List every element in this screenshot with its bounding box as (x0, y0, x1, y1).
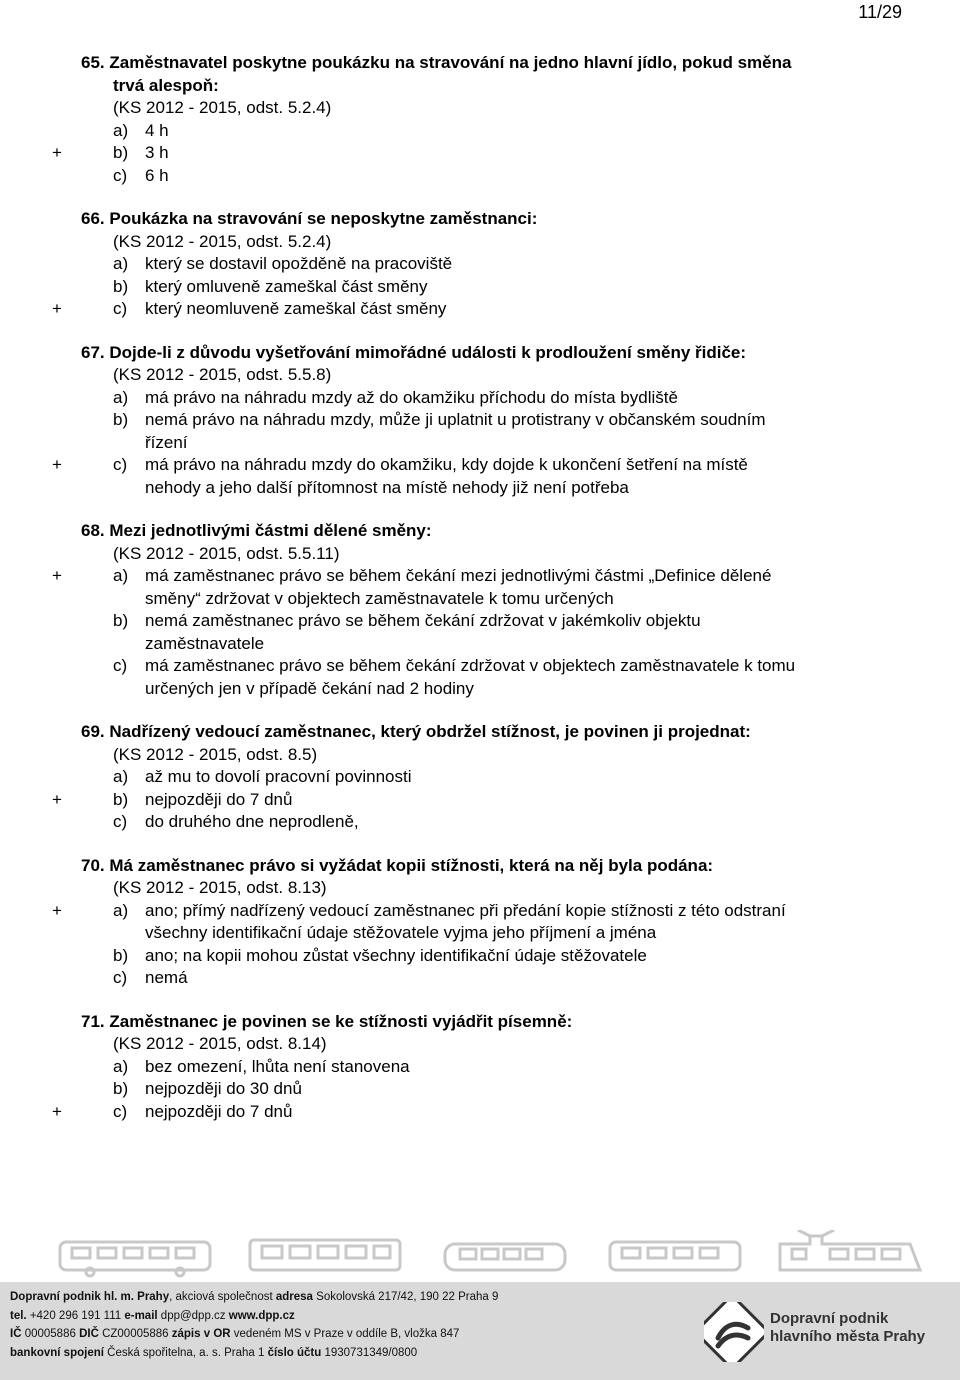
option-text: bez omezení, lhůta není stanovena (145, 1056, 410, 1076)
page-number: 11/29 (858, 2, 902, 22)
question-text: Poukázka na stravování se neposkytne zaměstnanci: (109, 209, 538, 228)
question-text: trvá alespoň: (113, 75, 219, 95)
registration-line (10, 1325, 498, 1344)
question-number: 66. (81, 209, 105, 228)
question-item (0, 1011, 960, 1124)
answer-option (0, 1078, 960, 1101)
answer-option (0, 165, 960, 188)
option-text: určených jen v případě čekání nad 2 hodiny (145, 678, 474, 698)
registry: vedeném MS v Praze v oddíle B, vložka 847 (230, 1328, 460, 1340)
answer-option (0, 678, 960, 701)
option-text: všechny identifikační údaje stěžovatele vyjma jeho příjmení a jména (145, 923, 657, 942)
option-text: který omluveně zameškal část směny (145, 276, 428, 296)
answer-option (0, 298, 960, 321)
logo-line-1: Dopravní podnik (770, 1310, 889, 1327)
option-letter: a) (113, 1056, 129, 1076)
address: Sokolovská 217/42, 190 22 Praha 9 (312, 1291, 499, 1303)
question-item (0, 52, 960, 187)
option-text: 3 h (145, 143, 169, 162)
option-text: nejpozději do 30 dnů (145, 1079, 302, 1098)
option-text: nejpozději do 7 dnů (145, 789, 293, 809)
option-text: nehody a jeho další přítomnost na místě nehody již není potřeba (145, 477, 629, 497)
answer-option (0, 565, 960, 588)
option-text: až mu to dovolí pracovní povinnosti (145, 767, 412, 786)
option-text: ano; přímý nadřízený vedoucí zaměstnanec při předání kopie stížnosti z této odstraní (145, 900, 786, 920)
question-number: 68. (81, 521, 105, 540)
question-number: 71. (81, 1011, 105, 1031)
option-text: který neomluveně zameškal část směny (145, 299, 447, 318)
question-reference: (KS 2012 - 2015, odst. 5.2.4) (113, 98, 332, 117)
option-text: řízení (145, 432, 188, 452)
answer-option (0, 454, 960, 477)
correct-answer-mark: + (52, 1101, 62, 1121)
vehicle-silhouettes-illustration (50, 1230, 940, 1278)
answer-option (0, 945, 960, 968)
logo-line-2: hlavního města Prahy (770, 1328, 926, 1345)
question-text: Zaměstnanec je povinen se ke stížnosti vyjádřit písemně: (109, 1011, 573, 1031)
answer-option (0, 967, 960, 990)
option-letter: b) (113, 276, 129, 296)
email-label: e-mail (124, 1309, 158, 1322)
answer-option (0, 1056, 960, 1079)
answer-option (0, 253, 960, 276)
question-item (0, 342, 960, 500)
answer-option (0, 432, 960, 455)
option-letter: c) (113, 812, 128, 831)
question-item (0, 855, 960, 990)
option-letter: b) (113, 1079, 129, 1098)
option-text: který se dostavil opožděně na pracoviště (145, 254, 453, 273)
correct-answer-mark: + (52, 789, 62, 809)
option-text: 6 h (145, 165, 169, 185)
answer-option (0, 633, 960, 656)
option-letter: c) (113, 656, 128, 675)
dic-label: DIČ (79, 1328, 99, 1340)
option-text: má právo na náhradu mzdy do okamžiku, kdy dojde k ukončení šetření na místě (145, 455, 748, 474)
question-text: Má zaměstnanec právo si vyžádat kopii stížnosti, která na něj byla podána: (109, 855, 714, 875)
question-text: Nadřízený vedoucí zaměstnanec, který obdržel stížnost, je povinen ji projednat: (109, 722, 751, 741)
answer-option (0, 610, 960, 633)
option-letter: b) (113, 143, 129, 162)
registry-label: zápis v OR (171, 1328, 231, 1340)
option-letter: b) (113, 789, 129, 809)
correct-answer-mark: + (52, 455, 62, 474)
question-number: 65. (81, 53, 105, 72)
company-logo (704, 1302, 944, 1362)
answer-option (0, 789, 960, 812)
option-text: má zaměstnanec právo se během čekání zdržovat v objektech zaměstnavatele k tomu (145, 656, 796, 675)
question-text: Dojde-li z důvodu vyšetřování mimořádné události k prodloužení směny řidiče: (109, 342, 747, 362)
company-info (10, 1288, 498, 1362)
option-letter: a) (113, 900, 129, 920)
option-letter: c) (113, 299, 128, 318)
question-reference: (KS 2012 - 2015, odst. 5.2.4) (113, 231, 332, 251)
question-reference: (KS 2012 - 2015, odst. 8.13) (113, 878, 327, 897)
correct-answer-mark: + (52, 143, 62, 162)
footer (0, 1230, 960, 1380)
email[interactable]: dpp@dpp.cz (157, 1309, 229, 1322)
contact-line (10, 1307, 498, 1326)
dic: CZ00005886 (98, 1328, 172, 1340)
account-number: 1930731349/0800 (321, 1346, 418, 1359)
option-text: má zaměstnanec právo se během čekání mezi jednotlivými částmi „Definice dělené (145, 566, 772, 585)
correct-answer-mark: + (52, 299, 62, 318)
question-reference: (KS 2012 - 2015, odst. 8.5) (113, 744, 318, 764)
question-reference: (KS 2012 - 2015, odst. 8.14) (113, 1034, 327, 1053)
tel: +420 296 191 111 (26, 1309, 125, 1322)
question-text: Zaměstnavatel poskytne poukázku na stravování na jedno hlavní jídlo, pokud směna (109, 53, 792, 72)
option-letter: b) (113, 611, 129, 630)
footer-band (0, 1282, 960, 1380)
answer-option (0, 409, 960, 432)
option-letter: c) (113, 165, 128, 185)
question-item (0, 520, 960, 700)
option-letter: a) (113, 254, 129, 273)
option-letter: a) (113, 566, 129, 585)
company-line (10, 1288, 498, 1307)
option-text: 4 h (145, 120, 169, 140)
option-text: ano; na kopii mohou zůstat všechny identifikační údaje stěžovatele (145, 945, 647, 965)
bank-label: bankovní spojení (10, 1346, 104, 1359)
option-text: nemá právo na náhradu mzdy, může ji uplatnit u protistrany v občanském soudním (145, 410, 766, 429)
answer-option (0, 276, 960, 299)
answer-option (0, 142, 960, 165)
option-text: směny“ zdržovat v objektech zaměstnavatele k tomu určených (145, 588, 614, 608)
option-letter: b) (113, 945, 129, 965)
company-name: Dopravní podnik hl. m. Prahy (10, 1291, 170, 1303)
option-letter: a) (113, 767, 129, 786)
tel-label: tel. (10, 1309, 27, 1322)
option-text: nemá (145, 968, 188, 987)
company-type: , akciová společnost (169, 1291, 276, 1303)
option-letter: c) (113, 1101, 128, 1121)
option-text: do druhého dne neprodleně, (145, 812, 359, 831)
answer-option (0, 900, 960, 923)
question-reference: (KS 2012 - 2015, odst. 5.5.11) (113, 543, 340, 563)
bank-line (10, 1344, 498, 1363)
answer-option (0, 387, 960, 410)
option-letter: c) (113, 455, 128, 474)
option-letter: a) (113, 387, 129, 407)
option-text: zaměstnavatele (145, 633, 265, 653)
answer-option (0, 1101, 960, 1124)
ic: 00005886 (21, 1328, 80, 1340)
question-list (0, 52, 960, 1144)
question-number: 70. (81, 855, 105, 875)
question-item (0, 721, 960, 834)
bank: Česká spořitelna, a. s. Praha 1 (103, 1346, 268, 1359)
correct-answer-mark: + (52, 900, 62, 920)
question-text: Mezi jednotlivými částmi dělené směny: (109, 521, 432, 540)
answer-option (0, 120, 960, 143)
answer-option (0, 922, 960, 945)
correct-answer-mark: + (52, 566, 62, 585)
answer-option (0, 588, 960, 611)
option-text: nemá zaměstnanec právo se během čekání zdržovat v jakémkoliv objektu (145, 611, 701, 630)
answer-option (0, 811, 960, 834)
website[interactable]: www.dpp.cz (228, 1309, 295, 1322)
question-item (0, 208, 960, 321)
address-label: adresa (275, 1291, 313, 1303)
option-text: má právo na náhradu mzdy až do okamžiku příchodu do místa bydliště (145, 387, 678, 407)
question-number: 67. (81, 342, 105, 362)
option-letter: b) (113, 410, 129, 429)
dpp-logo-icon (704, 1302, 764, 1362)
option-letter: a) (113, 120, 129, 140)
answer-option (0, 655, 960, 678)
logo-text (770, 1310, 925, 1346)
account-label: číslo účtu (267, 1346, 322, 1359)
question-number: 69. (81, 722, 105, 741)
question-reference: (KS 2012 - 2015, odst. 5.5.8) (113, 365, 332, 384)
ic-label: IČ (10, 1328, 22, 1340)
answer-option (0, 766, 960, 789)
option-text: nejpozději do 7 dnů (145, 1101, 293, 1121)
answer-option (0, 477, 960, 500)
option-letter: c) (113, 968, 128, 987)
